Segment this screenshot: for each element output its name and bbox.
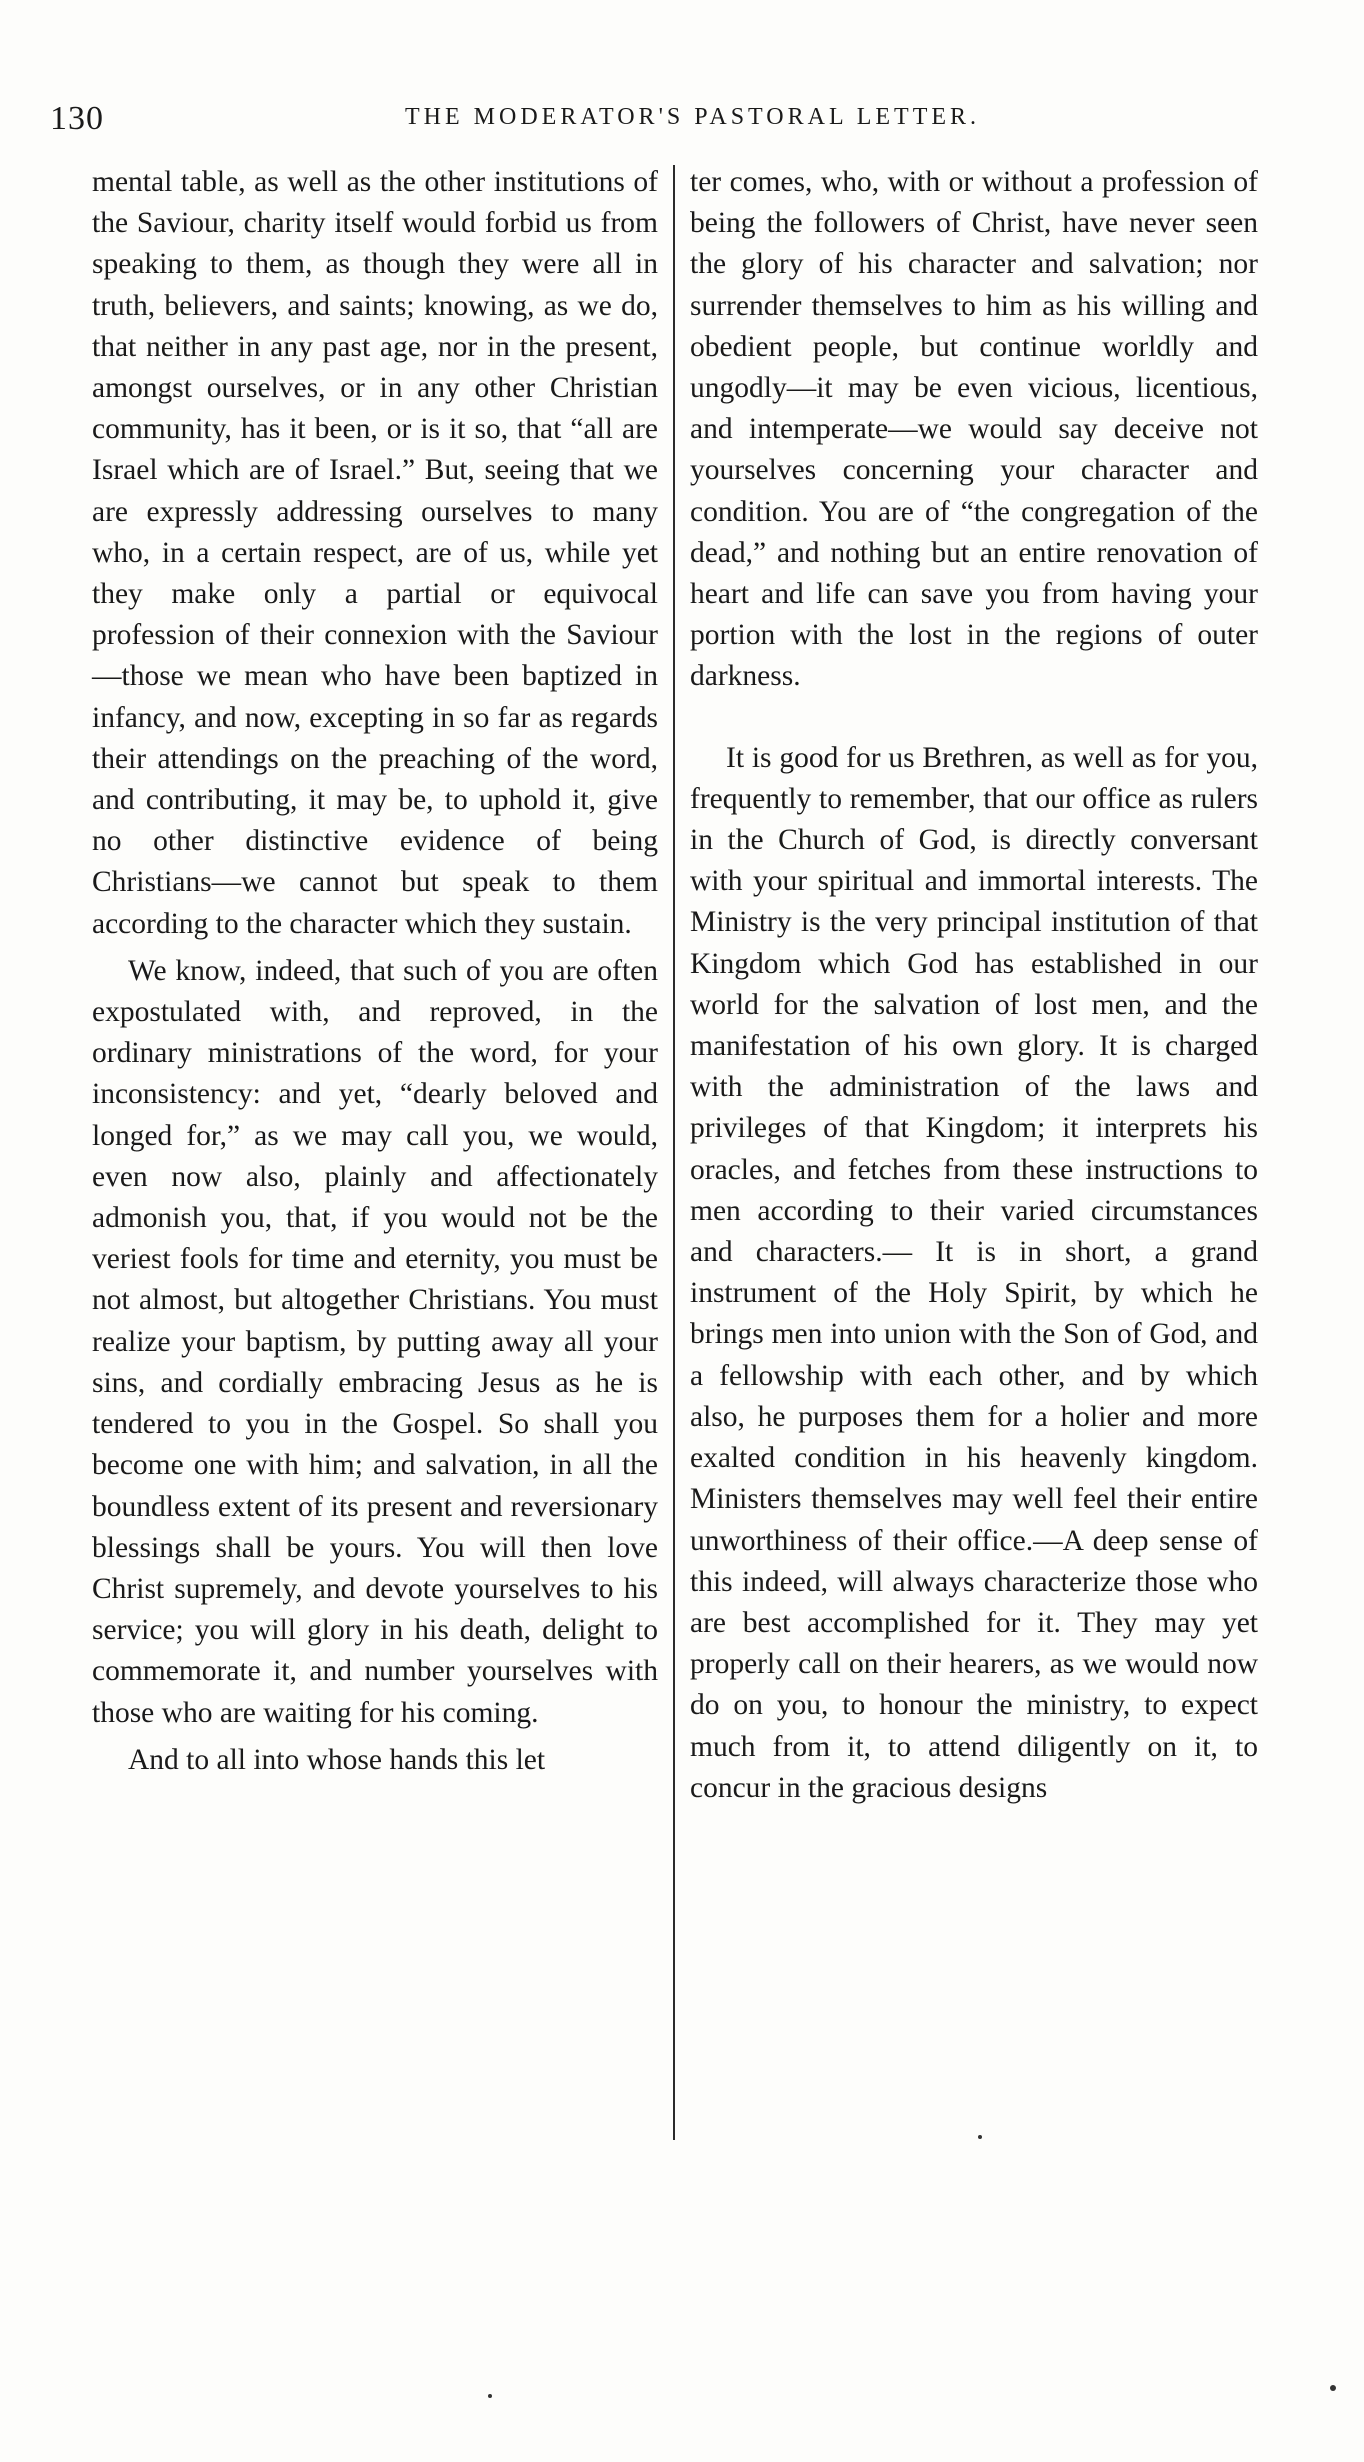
ink-speck [1330,2385,1336,2391]
left-paragraph-1: mental table, as well as the other institutions of the Saviour, charity itself would forbid us from speaking to them, as though they were all in truth, believers, and saints; knowing, as we do, that neither in any past age, nor in the present, amongst ourselves, or in any other Christian community, has it been, or is it so, that “all are Israel which are of Israel.” But, seeing that we are expressly addressing ourselves to many who, in a certain respect, are of us, while yet they make only a partial or equivocal profession of their connexion with the Saviour—those we mean who have been baptized in infancy, and now, excepting in so far as regards their attendings on the preaching of the word, and contributing, it may be, to uphold it, give no other distinctive evidence of being Christians—we cannot but speak to them according to the character which they sustain. [92,166,658,940]
right-column [690,162,1258,1809]
page-number: 130 [50,100,104,137]
ink-speck [488,2394,492,2398]
right-paragraph-2: It is good for us Brethren, as well as for you, frequently to remember, that our office as rulers in the Church of God, is directly conversant with your spiritual and immortal interests. The Ministry is the very principal institution of that Kingdom which God has established in our world for the salvation of lost men, and the manifestation of his own glory. It is charged with the administration of the laws and privileges of that Kingdom; it interprets his oracles, and fetches from these instructions to men according to their varied circumstances and characters.— It is in short, a grand instrument of the Holy Spirit, by which he brings men into union with the Son of God, and a fellowship with each other, and by which also, he purposes them for a holier and more exalted condition in his heavenly kingdom. Ministers themselves may well feel their entire unworthiness of their office.—A deep sense of this indeed, will always characterize those who are best accomplished for it. They may yet properly call on their hearers, as we would now do on you, to honour the ministry, to expect much from it, to attend diligently on it, to concur in the gracious designs [690,741,1258,1804]
left-paragraph-2: We know, indeed, that such of you are often expostulated with, and reproved, in the ordinary ministrations of the word, for your inconsistency: and yet, “dearly beloved and longed for,” as we may call you, we would, even now also, plainly and affectionately admonish you, that, if you would not be the veriest fools for time and eternity, you must be not almost, but altogether Christians. You must realize your baptism, by putting away all your sins, and cordially embracing Jesus as he is tendered to you in the Gospel. So shall you become one with him; and salvation, in all the boundless extent of its present and reversionary blessings shall be yours. You will then love Christ supremely, and devote yourselves to his service; you will glory in his death, delight to commemorate it, and number yourselves with those who are waiting for his coming. [92,954,658,1729]
ink-speck [978,2135,982,2139]
left-paragraph-3: And to all into whose hands this let [128,1743,546,1776]
right-paragraph-1: ter comes, who, with or without a profession of being the followers of Christ, have never seen the glory of his character and salvation; nor surrender themselves to him as his willing and obedient people, but continue worldly and ungodly—it may be even vicious, licentious, and intemperate—we would say deceive not yourselves concerning your character and condition. You are of “the congregation of the dead,” and nothing but an entire renovation of heart and life can save you from having your portion with the lost in the regions of outer darkness. [690,166,1258,693]
page-header [50,100,1275,150]
column-divider [673,165,675,2140]
running-title: THE MODERATOR'S PASTORAL LETTER. [405,104,981,130]
left-column [92,162,658,1781]
